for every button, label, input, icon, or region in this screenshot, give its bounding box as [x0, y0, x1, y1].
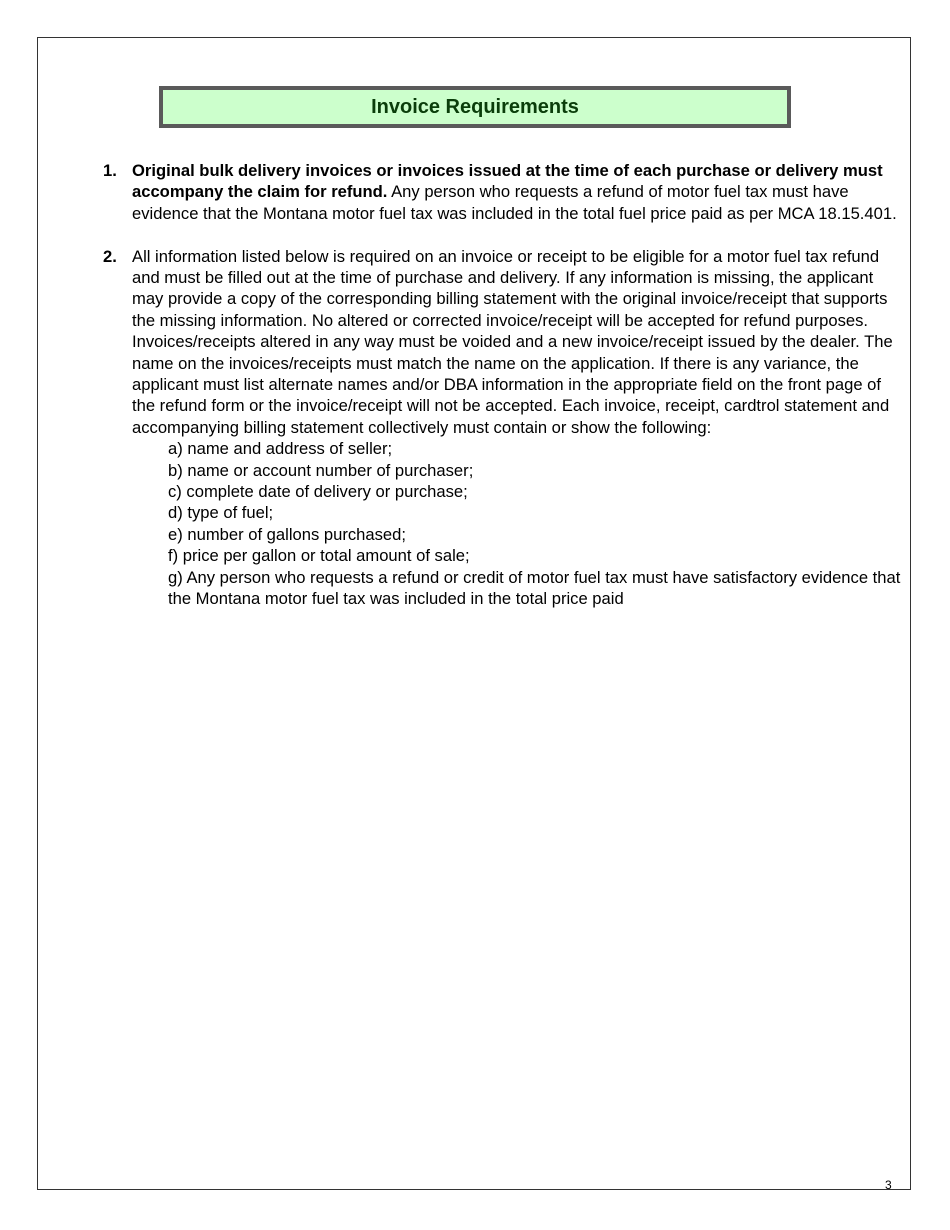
requirement-text: Any person who requests a refund of motor fuel tax must have evidence that the Montana motor fuel tax was included in the total fuel price paid as per MCA 18.15.401. — [132, 182, 897, 223]
requirement-number: 2. — [103, 246, 117, 266]
section-title: Invoice Requirements — [371, 96, 579, 118]
list-item: c) complete date of delivery or purchase; — [168, 482, 468, 502]
requirement-body — [132, 246, 903, 610]
requirement-item-1 — [103, 160, 903, 224]
required-fields-list — [132, 438, 903, 609]
list-item: e) number of gallons purchased; — [168, 524, 406, 544]
requirement-body — [132, 160, 903, 224]
requirement-bold-text: Original bulk delivery invoices or invoices issued at the time of each purchase or delivery must accompany the claim for refund. — [132, 161, 883, 202]
list-item: a) name and address of seller; — [168, 439, 393, 459]
page-number: 3 — [885, 1178, 892, 1192]
requirement-item-2 — [103, 246, 903, 610]
list-item: d) type of fuel; — [168, 503, 274, 523]
list-item: f) price per gallon or total amount of sale; — [168, 546, 470, 566]
requirement-text: All information listed below is required on an invoice or receipt to be eligible for a motor fuel tax refund and must be filled out at the time of purchase and delivery. If any information is missing, the applicant may provide a copy of the corresponding billing statement with the original invoice/receipt that supports the missing information. No altered or corrected invoice/receipt will be accepted for refund purposes. Invoices/receipts altered in any way must be voided and a new invoice/receipt issued by the dealer. The name on the invoices/receipts must match the name on the application. If there is any variance, the applicant must list alternate names and/or DBA information in the appropriate field on the front page of the refund form or the invoice/receipt will not be accepted. Each invoice, receipt, cardtrol statement and accompanying billing statement collectively must contain or show the following: — [132, 246, 893, 437]
section-title-box — [159, 86, 791, 128]
list-item: b) name or account number of purchaser; — [168, 460, 474, 480]
requirement-number: 1. — [103, 161, 117, 180]
requirements-list — [103, 160, 903, 631]
list-item: g) Any person who requests a refund or credit of motor fuel tax must have satisfactory evidence that the Montana motor fuel tax was included in the total price paid — [168, 567, 901, 609]
